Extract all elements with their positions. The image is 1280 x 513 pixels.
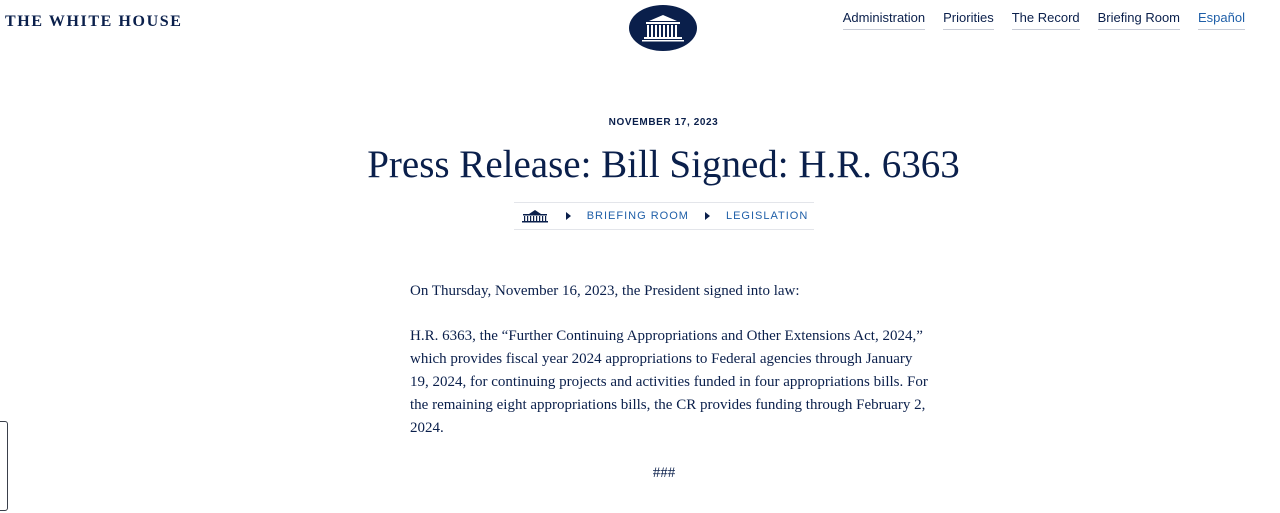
nav-the-record[interactable]: The Record <box>1012 10 1080 30</box>
nav-briefing-room[interactable]: Briefing Room <box>1098 10 1180 30</box>
white-house-logo-icon[interactable] <box>628 4 698 52</box>
chevron-right-icon <box>705 212 710 220</box>
breadcrumb-briefing-room[interactable]: BRIEFING ROOM <box>586 210 689 222</box>
article-end-mark: ### <box>652 465 676 481</box>
main-navigation <box>843 10 1245 30</box>
site-name-link[interactable]: THE WHITE HOUSE <box>5 13 183 30</box>
post-date: NOVEMBER 17, 2023 <box>608 117 719 128</box>
article-body <box>410 280 930 507</box>
side-panel-handle[interactable] <box>0 421 8 511</box>
article-paragraph: On Thursday, November 16, 2023, the President signed into law: <box>410 283 800 299</box>
breadcrumb-legislation[interactable]: LEGISLATION <box>725 210 809 222</box>
article-paragraph: H.R. 6363, the “Further Continuing Appropriations and Other Extensions Act, 2024,” which provides fiscal year 2024 appropriations to Federal agencies through January 19, 2024, for continuing projects and activities funded in four appropriations bills. For the remaining eight appropriations bills, the CR provides funding through February 2, 2024. <box>410 328 928 436</box>
nav-espanol[interactable]: Español <box>1198 10 1245 30</box>
breadcrumb <box>514 202 814 230</box>
chevron-right-icon <box>566 212 571 220</box>
nav-administration[interactable]: Administration <box>843 10 925 30</box>
nav-priorities[interactable]: Priorities <box>943 10 994 30</box>
white-house-home-icon[interactable] <box>520 209 550 223</box>
page-title: Press Release: Bill Signed: H.R. 6363 <box>367 143 960 186</box>
